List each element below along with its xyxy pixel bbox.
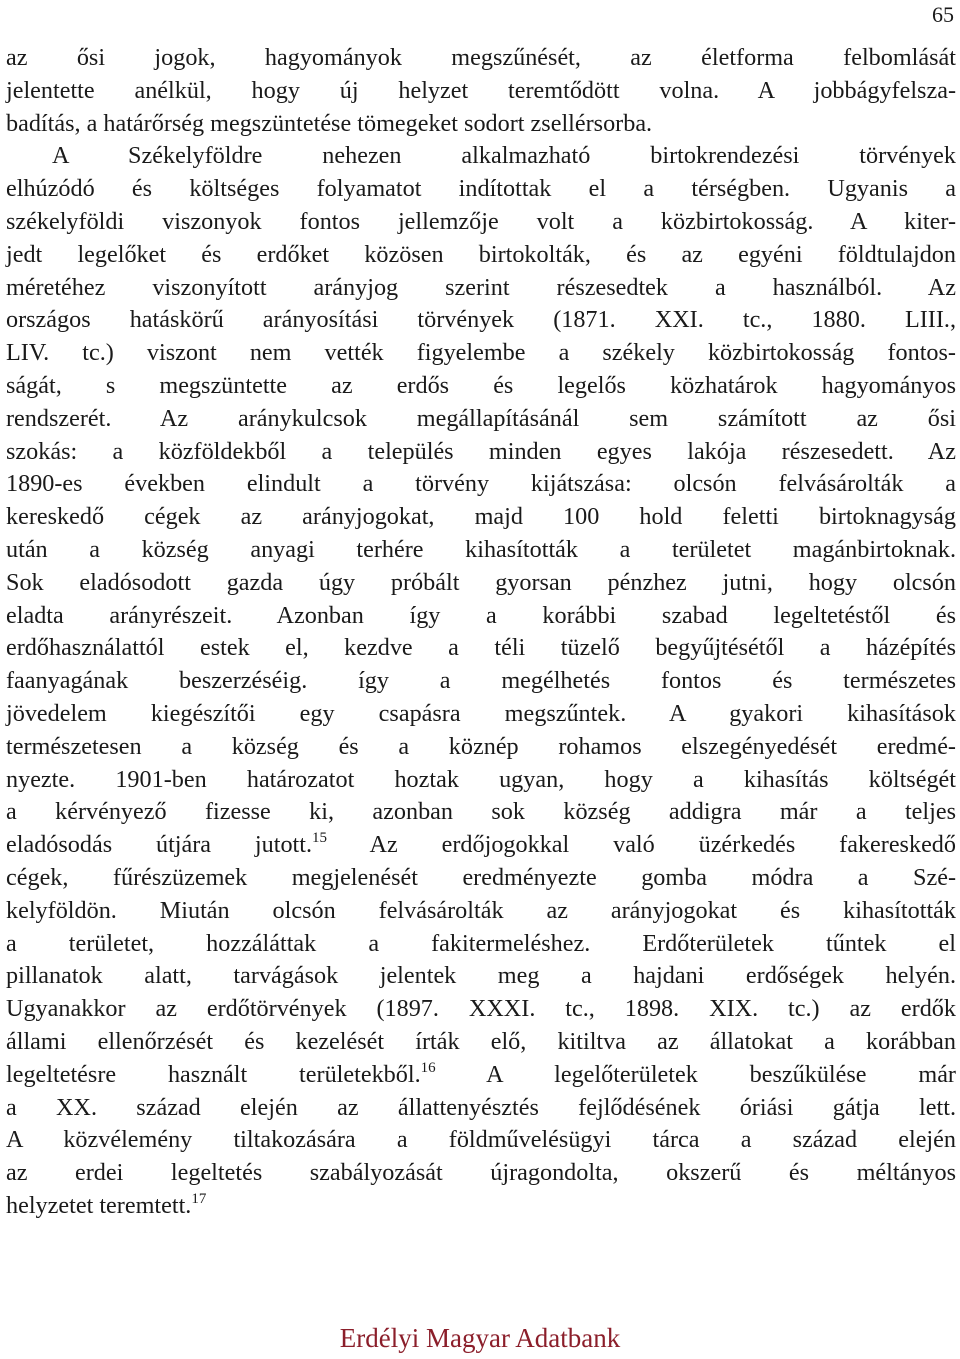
text-line-content: az erdei legeltetés szabályozását újragondolta, okszerű és méltányos xyxy=(6,1159,956,1187)
text-line-content: állami ellenőrzését és kezelését írták elő, kitiltva az állatokat a korábban xyxy=(6,1027,956,1055)
text-line-content: székelyföldi viszonyok fontos jellemzője volt a közbirtokosság. A kiter- xyxy=(6,207,956,235)
text-line-content: jedt legelőket és erdőket közösen birtokolták, és az egyéni földtulajdon xyxy=(6,240,956,268)
footnote-marker[interactable]: 15 xyxy=(312,830,328,847)
footnote-marker[interactable]: 16 xyxy=(420,1059,436,1076)
text-line-content: faanyagának beszerzéséig. így a megélhetés fontos és természetes xyxy=(6,667,956,695)
text-line-content: országos hatáskörű arányosítási törvények (1871. XXI. tc., 1880. LIII., xyxy=(6,306,956,334)
text-line xyxy=(6,108,956,141)
text-line xyxy=(6,960,956,993)
text-line xyxy=(6,501,956,534)
text-line xyxy=(6,173,956,206)
text-line xyxy=(6,370,956,403)
footnote-marker[interactable]: 17 xyxy=(191,1190,207,1207)
text-line-content: méretéhez viszonyított arányjog szerint részesedtek a használból. Az xyxy=(6,273,956,301)
text-line-content: ságát, s megszüntette az erdős és legelős közhatárok hagyományos xyxy=(6,371,956,399)
text-line xyxy=(6,928,956,961)
text-line xyxy=(6,632,956,665)
text-line-content: a kérvényező fizesse ki, azonban sok község addigra már a teljes xyxy=(6,798,956,826)
text-line xyxy=(6,829,956,862)
text-line-content: jelentette anélkül, hogy új helyzet teremtődött volna. A jobbágyfelsza- xyxy=(6,76,956,104)
text-line xyxy=(6,534,956,567)
text-line xyxy=(6,1190,956,1223)
text-line xyxy=(6,862,956,895)
text-line-content: eladósodás útjára jutott. xyxy=(6,831,313,859)
text-line xyxy=(6,272,956,305)
text-line-content: Sok eladósodott gazda úgy próbált gyorsan pénzhez jutni, hogy olcsón xyxy=(6,568,956,596)
text-line xyxy=(6,796,956,829)
text-line-content: LIV. tc.) viszont nem vették figyelembe a székely közbirtokosság fontos- xyxy=(6,339,956,367)
text-line xyxy=(6,1059,956,1092)
text-line xyxy=(6,436,956,469)
text-line-content: badítás, a határőrség megszüntetése tömegeket sodort zsellérsorba. xyxy=(6,109,653,137)
text-line-content: A közvélemény tiltakozására a földművelésügyi tárca a század elején xyxy=(6,1126,956,1154)
text-line-content: Ugyanakkor az erdőtörvények (1897. XXXI. tc., 1898. XIX. tc.) az erdők xyxy=(6,995,956,1023)
text-line-content: pillanatok alatt, tarvágások jelentek meg a hajdani erdőségek helyén. xyxy=(6,962,956,990)
text-line-content: jövedelem kiegészítői egy csapásra megszűntek. A gyakori kihasítások xyxy=(6,699,956,727)
text-line-continuation: A legelőterületek beszűkülése már xyxy=(435,1060,956,1088)
text-line xyxy=(6,764,956,797)
text-line xyxy=(6,665,956,698)
text-line xyxy=(6,206,956,239)
text-line-content: cégek, fűrészüzemek megjelenését eredményezte gomba módra a Szé- xyxy=(6,863,956,891)
footer-source: Erdélyi Magyar Adatbank xyxy=(339,1323,621,1353)
text-line-content: a XX. század elején az állattenyésztés fejlődésének óriási gátja lett. xyxy=(6,1093,956,1121)
text-line xyxy=(6,468,956,501)
text-line-continuation: Az erdőjogokkal való üzérkedés fakereskedő xyxy=(327,831,956,859)
text-line xyxy=(6,1157,956,1190)
text-line-content: erdőhasználattól estek el, kezdve a téli tüzelő begyűjtésétől a házépítés xyxy=(6,634,956,662)
text-line xyxy=(6,140,956,173)
text-line-content: után a község anyagi terhére kihasították a területet magánbirtoknak. xyxy=(6,535,956,563)
text-line-content: a területet, hozzáláttak a fakitermeléshez. Erdőterületek tűntek el xyxy=(6,929,956,957)
text-line-content: az ősi jogok, hagyományok megszűnését, az életforma felbomlását xyxy=(6,44,956,71)
text-line xyxy=(6,567,956,600)
text-line-content: helyzetet teremtett. xyxy=(6,1191,192,1219)
body-text xyxy=(6,42,956,1223)
text-line-content: kereskedő cégek az arányjogokat, majd 100 hold feletti birtoknagyság xyxy=(6,503,956,531)
text-line xyxy=(6,403,956,436)
text-line xyxy=(6,337,956,370)
text-line xyxy=(6,1092,956,1125)
text-line xyxy=(6,895,956,928)
text-line-content: nyezte. 1901-ben határozatot hoztak ugyan, hogy a kihasítás költségét xyxy=(6,765,956,793)
text-line-content: szokás: a közföldekből a település minden egyes lakója részesedett. Az xyxy=(6,437,956,465)
page-number: 65 xyxy=(932,2,954,27)
text-line xyxy=(6,1026,956,1059)
text-line xyxy=(6,75,956,108)
text-line-content: 1890-es években elindult a törvény kijátszása: olcsón felvásárolták a xyxy=(6,470,956,498)
text-line xyxy=(6,731,956,764)
text-line-content: kelyföldön. Miután olcsón felvásárolták az arányjogokat és kihasították xyxy=(6,896,956,924)
text-line-content: legeltetésre használt területekből. xyxy=(6,1060,421,1088)
text-line xyxy=(6,993,956,1026)
text-line-content: rendszerét. Az aránykulcsok megállapításánál sem számított az ősi xyxy=(6,404,956,432)
text-line xyxy=(6,1124,956,1157)
text-line xyxy=(6,304,956,337)
text-line xyxy=(6,239,956,272)
text-line-content: A Székelyföldre nehezen alkalmazható birtokrendezési törvények xyxy=(52,142,956,170)
text-line-content: eladta arányrészeit. Azonban így a korábbi szabad legeltetéstől és xyxy=(6,601,956,629)
text-line-content: természetesen a község és a köznép rohamos elszegényedését eredmé- xyxy=(6,732,956,760)
text-line xyxy=(6,698,956,731)
text-line xyxy=(6,600,956,633)
text-line xyxy=(6,42,956,75)
text-line-content: elhúzódó és költséges folyamatot indítottak el a térségben. Ugyanis a xyxy=(6,175,956,203)
